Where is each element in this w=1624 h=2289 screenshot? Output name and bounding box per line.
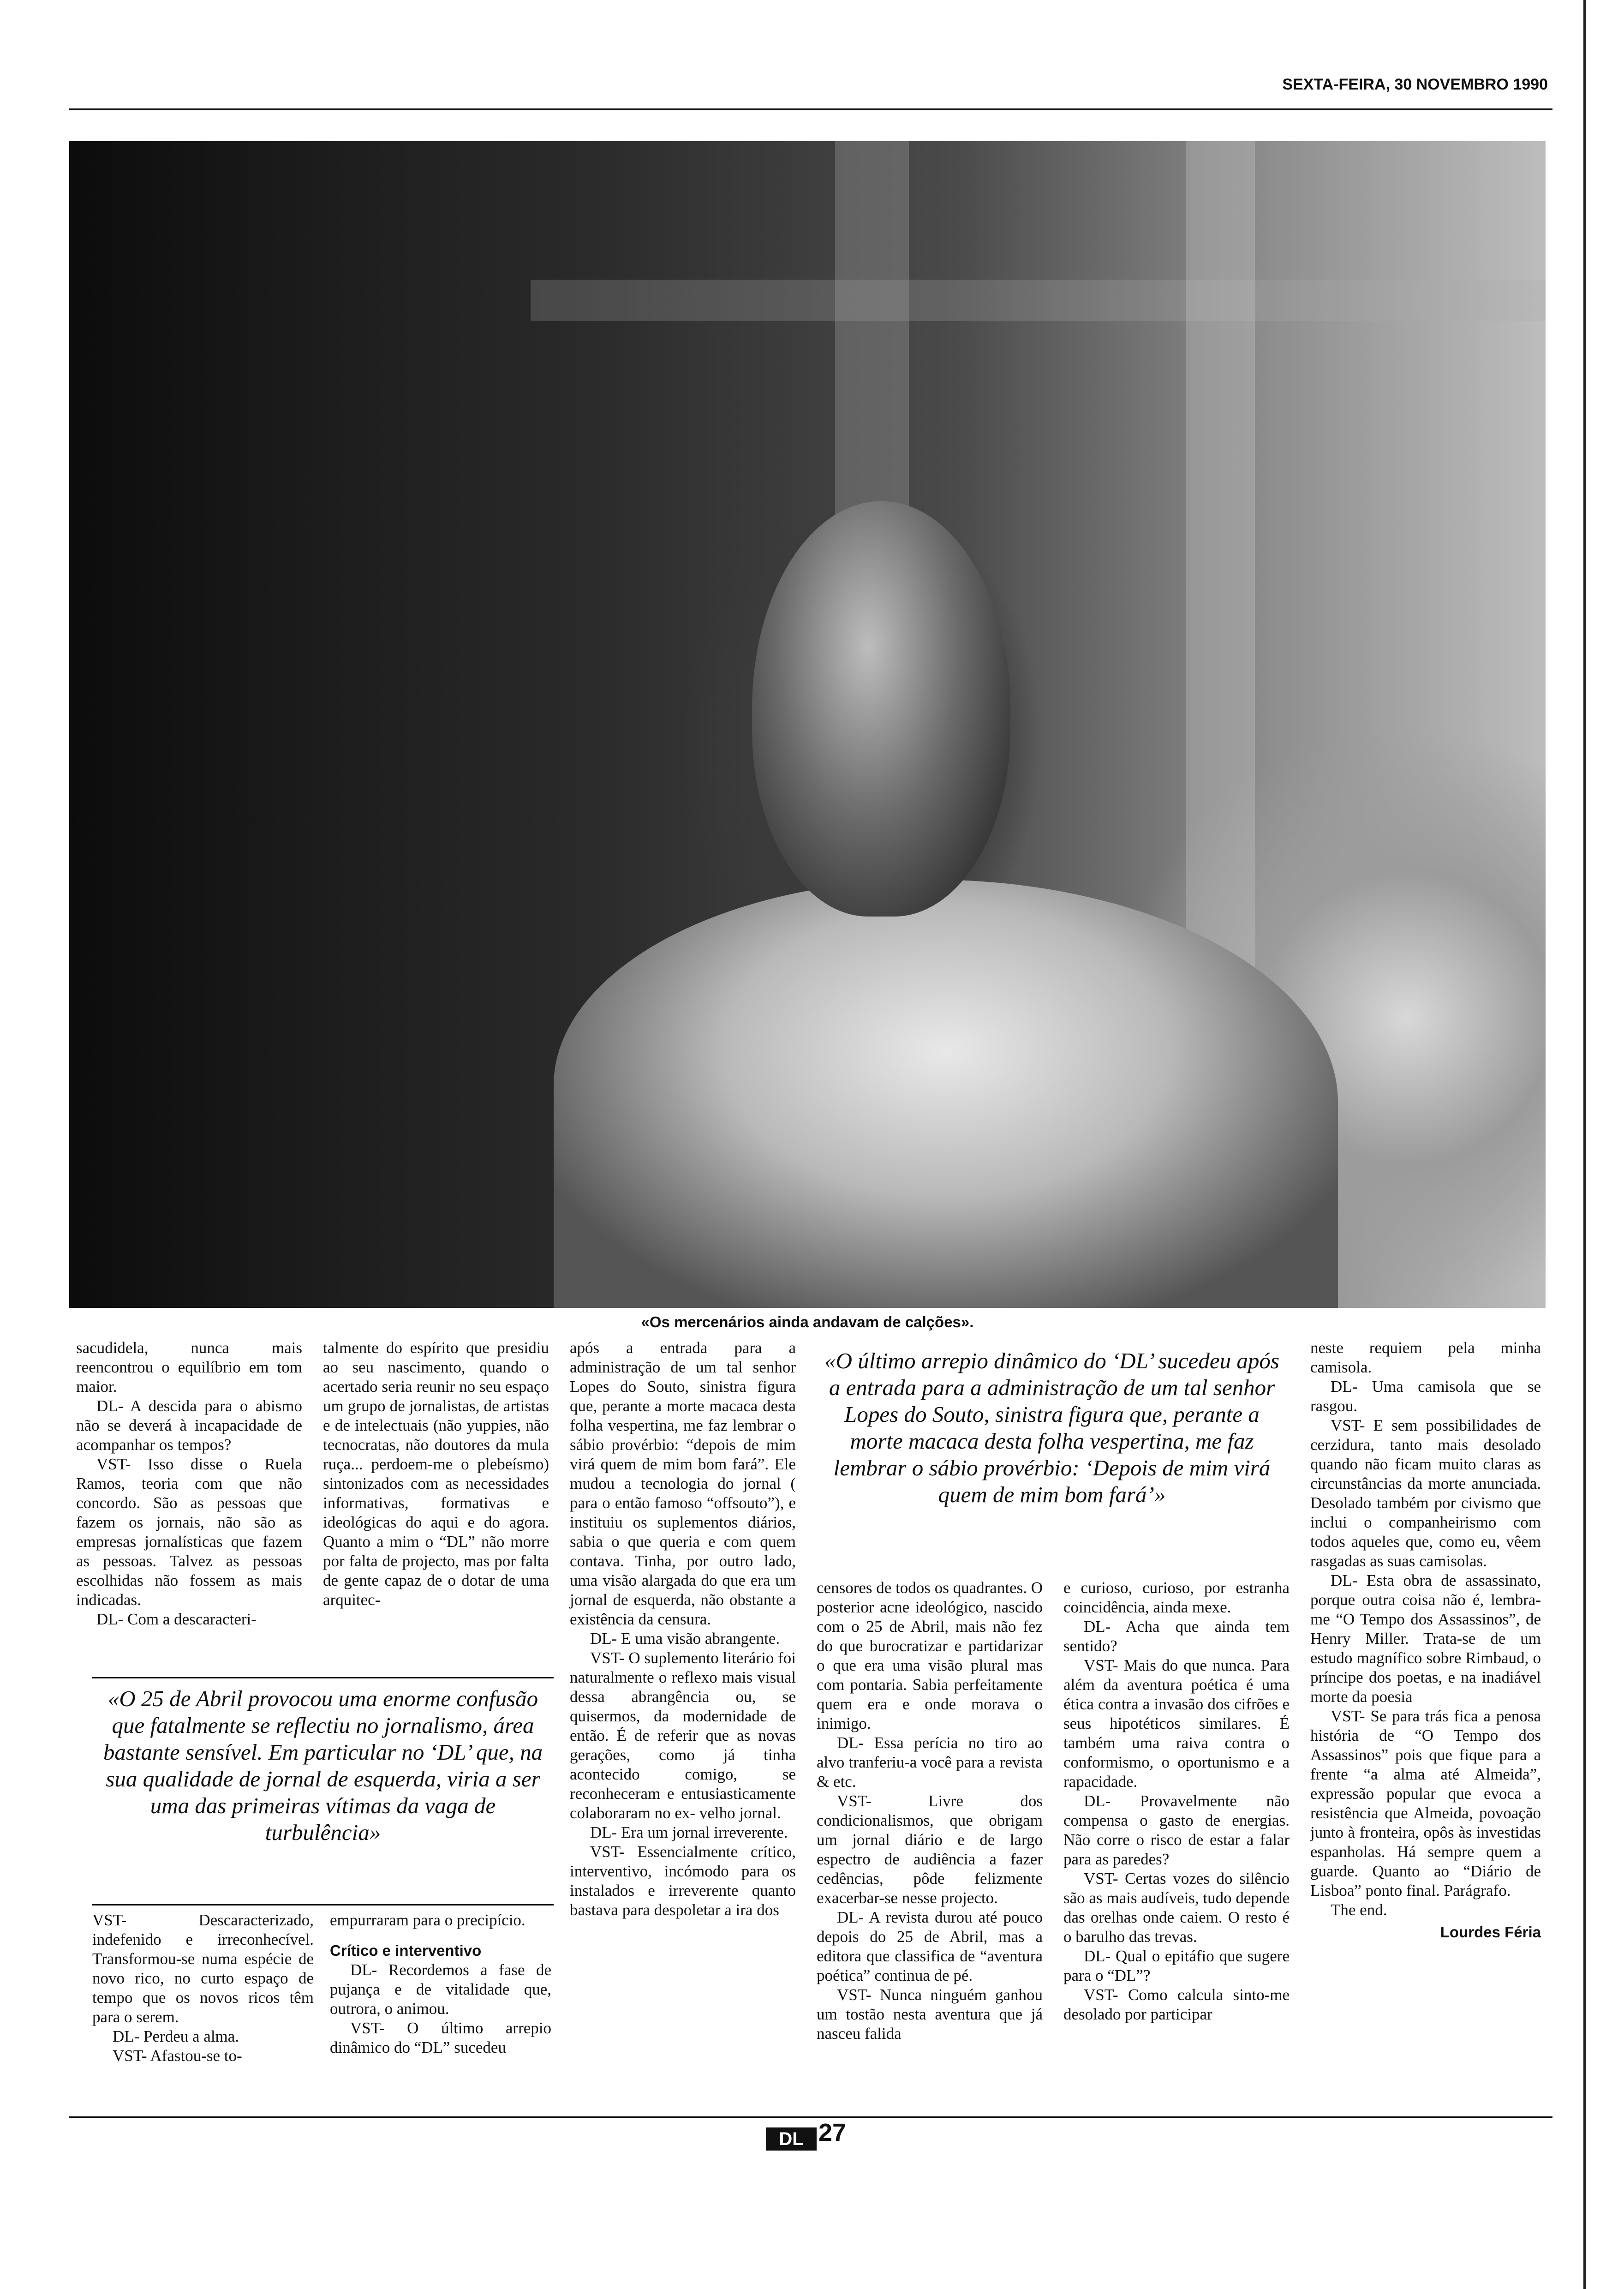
paragraph: DL- Provavelmente não compensa o gasto de energias. Não corre o risco de estar a falar para as paredes? [1063, 1792, 1290, 1868]
paragraph: DL- Essa perícia no tiro ao alvo tranferiu-a você para a revista & etc. [817, 1734, 1043, 1791]
paragraph: DL- Perdeu a alma. [113, 2027, 239, 2045]
subheading: Crítico e interventivo [330, 1942, 482, 1959]
column-2-bottom [330, 1911, 551, 2057]
pull-quote-2: «O 25 de Abril provocou uma enorme confusão que fatalmente se reflectiu no jornalismo, área bastante sensível. Em particular no ‘DL’ que, na sua qualidade de jornal de esquerda, viria a ser uma das primeiras vítimas da vaga de turbulência» [103, 1686, 543, 1845]
pull-quote-2-rule-bottom [92, 1904, 554, 1906]
paragraph: VST- Mais do que nunca. Para além da aventura poética é uma ética contra a invasão dos cifrões e seus hipotéticos similares. É também uma raiva contra o conformismo, o oportunismo e a rapacidade. [1063, 1656, 1290, 1791]
paragraph: VST- E sem possibilidades de cerzidura, tanto mais desolado quando não ficam muito claras as circunstâncias da morte anunciada. Desolado também por civismo que inclui o companheirismo com todos aqueles que, como eu, vêem rasgadas as suas camisolas. [1310, 1416, 1541, 1570]
paragraph: DL- Esta obra de assassinato, porque outra coisa não é, lembra-me “O Tempo dos Assassinos”, de Henry Miller. Trata-se de um estudo magnífico sobre Rimbaud, o príncipe dos poetas, e na inadiável morte da poesia [1310, 1571, 1541, 1706]
paragraph: DL- Com a descaracteri- [96, 1610, 257, 1628]
footer-rule [69, 2116, 1552, 2118]
column-4 [817, 1578, 1043, 2043]
paragraph: sacudidela, nunca mais reencontrou o equilíbrio em tom maior. [76, 1339, 302, 1396]
paragraph: DL- A revista durou até pouco depois do 25 de Abril, mas a editora que classifica de “aventura poética” continua de pé. [817, 1908, 1043, 1984]
column-2-top [323, 1338, 549, 1610]
pull-quote-2-rule-top [92, 1677, 554, 1678]
top-rule [69, 108, 1552, 110]
pull-quote-1: «O último arrepio dinâmico do ‘DL’ sucedeu após a entrada para a administração de um tal senhor Lopes do Souto, sinistra figura que, perante a morte macaca desta folha vespertina, me faz lembrar o sábio provérbio: ‘Depois de mim virá quem de mim bom fará’» [824, 1348, 1279, 1507]
paragraph: VST- Como calcula sinto-me desolado por participar [1063, 1986, 1290, 2023]
paragraph: DL- Era um jornal irreverente. [590, 1823, 788, 1841]
paragraph: DL- Uma camisola que se rasgou. [1310, 1378, 1541, 1415]
paragraph: The end. [1331, 1901, 1387, 1919]
paragraph: talmente do espírito que presidiu ao seu nascimento, quando o acertado seria reunir no seu espaço um grupo de jornalistas, de artistas e de intelectuais (não yuppies, não tecnocratas, não doutores da mula ruça... perdoem-me o plebeísmo) sintonizados com as necessidades informativas, formativas e ideológicas do aqui e do agora. Quanto a mim o “DL” não morre por falta de projecto, mas por falta de gente capaz de o dotar de uma arquitec- [323, 1339, 549, 1609]
dateline: SEXTA-FEIRA, 30 NOVEMBRO 1990 [1282, 76, 1548, 93]
paragraph: DL- Acha que ainda tem sentido? [1063, 1618, 1290, 1655]
paragraph: VST- Livre dos condicionalismos, que obrigam um jornal diário e de largo espectro de audiência a fazer cedências, pôde felizmente exacerbar-se nesse projecto. [817, 1792, 1043, 1907]
footer-page-marker [766, 2118, 846, 2151]
paragraph: VST- Essencialmente crítico, interventivo, incómodo para os instalados e irreverente quanto bastava para despoletar a ira dos [570, 1843, 796, 1919]
paper-logo: DL [766, 2127, 817, 2151]
paragraph: VST- Descaracterizado, indefenido e irreconhecível. Transformou-se numa espécie de novo rico, no curto espaço de tempo que os novos ricos têm para o serem. [92, 1911, 314, 2026]
portrait-photo [69, 141, 1546, 1308]
paragraph: e curioso, curioso, por estranha coincidência, ainda mexe. [1063, 1579, 1290, 1616]
paragraph: VST- Afastou-se to- [113, 2047, 242, 2065]
paragraph: VST- Isso disse o Ruela Ramos, teoria com que não concordo. São as pessoas que fazem os jornais, não são as empresas jornalísticas que fazem as pessoas. Talvez as pessoas escolhidas não fossem as mais indicadas. [76, 1455, 302, 1609]
byline: Lourdes Féria [1440, 1923, 1541, 1941]
paragraph: empurraram para o precipício. [330, 1911, 525, 1929]
paragraph: VST- Se para trás fica a penosa história de “O Tempo dos Assassinos” pois que fique para a frente “a alma até Almeida”, expressão popular que evoca a resistência que Almeida, povoação junto à fronteira, opôs às investidas espanholas. Há sempre quem a guarde. Quanto ao “Diário de Lisboa” ponto final. Parágrafo. [1310, 1707, 1541, 1900]
column-5 [1063, 1578, 1290, 2024]
paragraph: após a entrada para a administração de um tal senhor Lopes do Souto, sinistra figura que, perante a morte macaca desta folha vespertina, me faz lembrar o sábio provérbio: “depois de mim virá quem de mim bom fará”. Ele mudou a tecnologia do jornal ( para o então famoso “offsouto”), e instituiu os suplementos diários, sabia o que queria e com quem contava. Tinha, por outro lado, uma visão alargada do que era um jornal de esquerda, não obstante a existência da censura. [570, 1339, 796, 1628]
column-3 [570, 1338, 796, 1920]
paragraph: censores de todos os quadrantes. O posterior acne ideológico, nascido com o 25 de Abril, mais não fez do que burocratizar e partidarizar o que era uma visão plural mas com pontaria. Sabia perfeitamente quem era e onde morava o inimigo. [817, 1579, 1043, 1732]
page-edge [1583, 0, 1586, 2289]
paragraph: VST- O último arrepio dinâmico do “DL” sucedeu [330, 2019, 551, 2056]
paragraph: neste requiem pela minha camisola. [1310, 1339, 1541, 1376]
column-1-bottom [92, 1911, 314, 2066]
column-1-top [76, 1338, 302, 1629]
paragraph: DL- Recordemos a fase de pujança e de vitalidade que, outrora, o animou. [330, 1961, 551, 2018]
paragraph: VST- Certas vozes do silêncio são as mais audíveis, tudo depende das orelhas onde caiem. O resto é o barulho das trevas. [1063, 1870, 1290, 1946]
paragraph: DL- E uma visão abrangente. [590, 1630, 780, 1648]
paragraph: DL- A descida para o abismo não se deverá à incapacidade de acompanhar os tempos? [76, 1397, 302, 1454]
page-number: 27 [818, 2119, 847, 2146]
paragraph: VST- Nunca ninguém ganhou um tostão nesta aventura que já nasceu falida [817, 1986, 1043, 2043]
photo-caption: «Os mercenários ainda andavam de calções». [641, 1313, 974, 1330]
paragraph: DL- Qual o epitáfio que sugere para o “DL”? [1063, 1947, 1290, 1984]
paragraph: VST- O suplemento literário foi naturalmente o reflexo mais visual dessa abrangência ou, se quisermos, da modernidade de então. É de referir que as novas gerações, como já tinha acontecido comigo, se reconheceram e entusiasticamente colaboraram no ex- velho jornal. [570, 1649, 796, 1822]
column-6 [1310, 1338, 1541, 1942]
